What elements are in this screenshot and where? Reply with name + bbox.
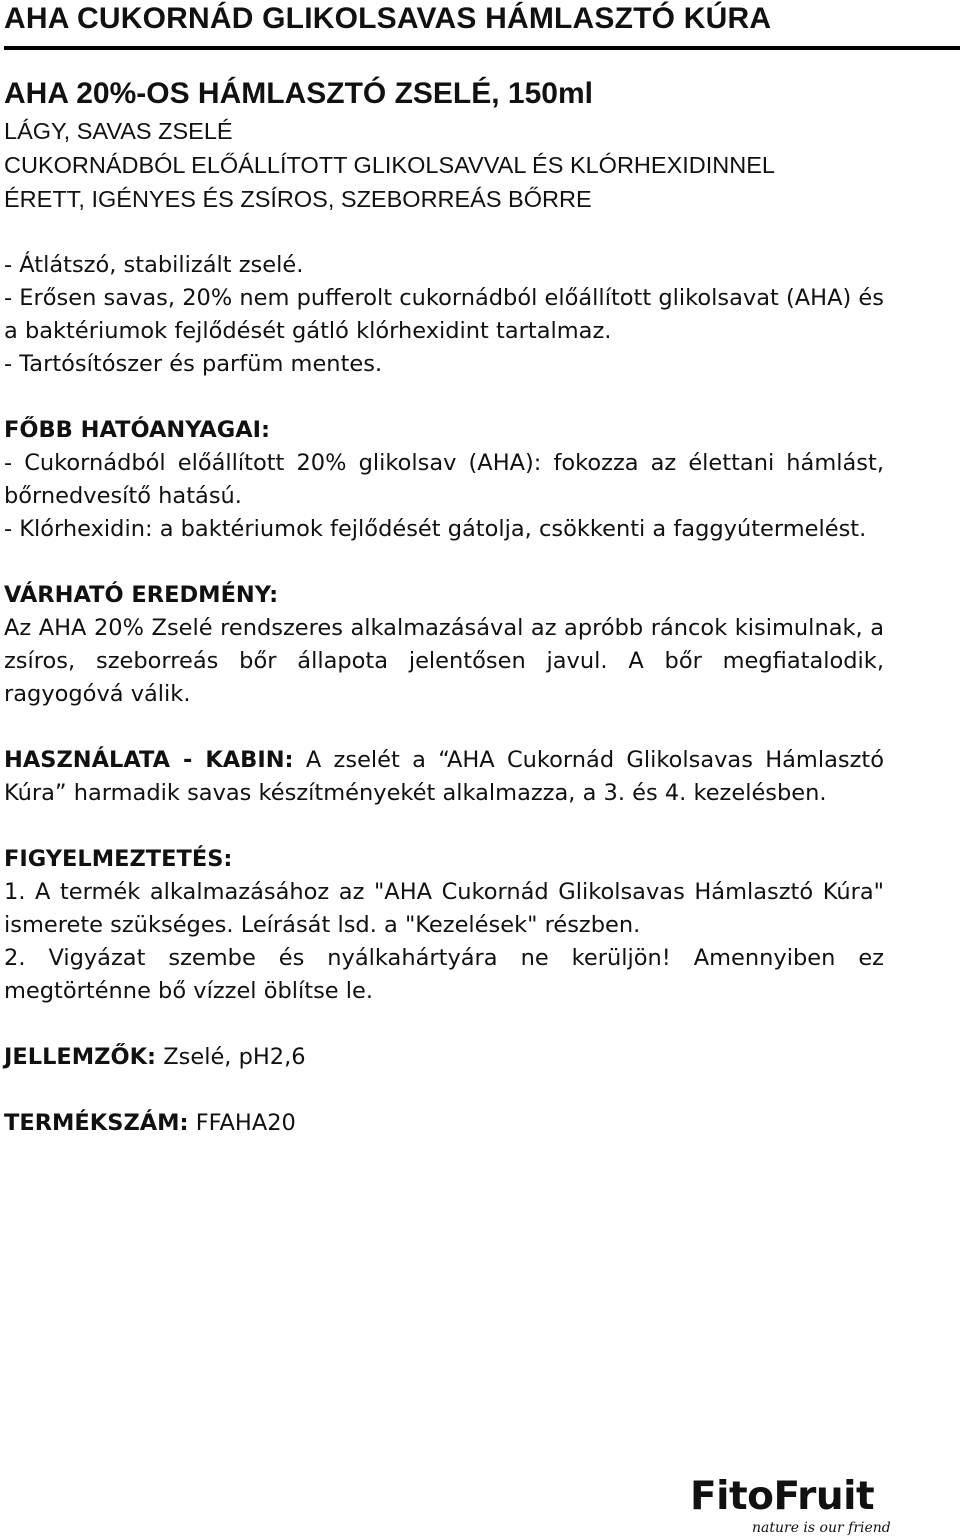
- product-code-heading: TERMÉKSZÁM:: [4, 1110, 189, 1136]
- description-item: - Tartósítószer és parfüm mentes.: [4, 351, 383, 377]
- ingredients-section: [4, 414, 884, 546]
- description-item: - Erősen savas, 20% nem pufferolt cukornádból előállított glikolsavat (AHA) és a baktériumok fejlődését gátló klórhexidint tartalmaz.: [4, 285, 884, 344]
- usage-heading: HASZNÁLATA - KABIN:: [4, 747, 294, 773]
- product-title: AHA 20%-OS HÁMLASZTÓ ZSELÉ, 150ml: [4, 77, 593, 110]
- product-code-value: FFAHA20: [195, 1110, 296, 1136]
- warning-section: [4, 843, 884, 1008]
- page-header: [4, 0, 960, 50]
- result-section: [4, 579, 884, 711]
- result-heading: VÁRHATÓ EREDMÉNY:: [4, 582, 279, 608]
- product-subtitle-3: ÉRETT, IGÉNYES ÉS ZSÍROS, SZEBORREÁS BŐRRE: [4, 186, 592, 212]
- product-sheet: [4, 74, 884, 1140]
- logo-tagline: nature is our friend: [752, 1520, 891, 1536]
- usage-section: [4, 744, 884, 810]
- fitofruit-logo: [690, 1474, 891, 1540]
- warning-item: 1. A termék alkalmazásához az "AHA Cukornád Glikolsavas Hámlasztó Kúra" ismerete szükséges. Leírását lsd. a "Kezelések" részben.: [4, 879, 884, 938]
- product-code-section: [4, 1107, 884, 1140]
- warning-heading: FIGYELMEZTETÉS:: [4, 846, 233, 872]
- product-subtitle-2: CUKORNÁDBÓL ELŐÁLLÍTOTT GLIKOLSAVVAL ÉS KLÓRHEXIDINNEL: [4, 152, 775, 178]
- description-section: [4, 249, 884, 381]
- ingredients-heading: FŐBB HATÓANYAGAI:: [4, 417, 271, 443]
- page-title: AHA CUKORNÁD GLIKOLSAVAS HÁMLASZTÓ KÚRA: [4, 2, 772, 35]
- logo-name: FitoFruit: [690, 1474, 875, 1519]
- result-text: Az AHA 20% Zselé rendszeres alkalmazásával az apróbb ráncok kisimulnak, a zsíros, szeborreás bőr állapota jelentősen javul. A bőr megfiatalodik, ragyogóvá válik.: [4, 615, 884, 707]
- ingredient-item: - Cukornádból előállított 20% glikolsav (AHA): fokozza az élettani hámlást, bőrnedvesítő hatású.: [4, 450, 884, 509]
- description-item: - Átlátszó, stabilizált zselé.: [4, 252, 304, 278]
- warning-item: 2. Vigyázat szembe és nyálkahártyára ne kerüljön! Amennyiben ez megtörténne bő vízzel öblítse le.: [4, 945, 884, 1004]
- ingredient-item: - Klórhexidin: a baktériumok fejlődését gátolja, csökkenti a faggyútermelést.: [4, 516, 867, 542]
- properties-heading: JELLEMZŐK:: [4, 1044, 157, 1070]
- properties-value: Zselé, pH2,6: [163, 1044, 306, 1070]
- product-subtitle-1: LÁGY, SAVAS ZSELÉ: [4, 118, 233, 144]
- properties-section: [4, 1041, 884, 1074]
- usage-text: A zselét a “AHA Cukornád Glikolsavas Hámlasztó Kúra” harmadik savas készítményekét alkalmazza, a 3. és 4. kezelésben.: [4, 747, 885, 806]
